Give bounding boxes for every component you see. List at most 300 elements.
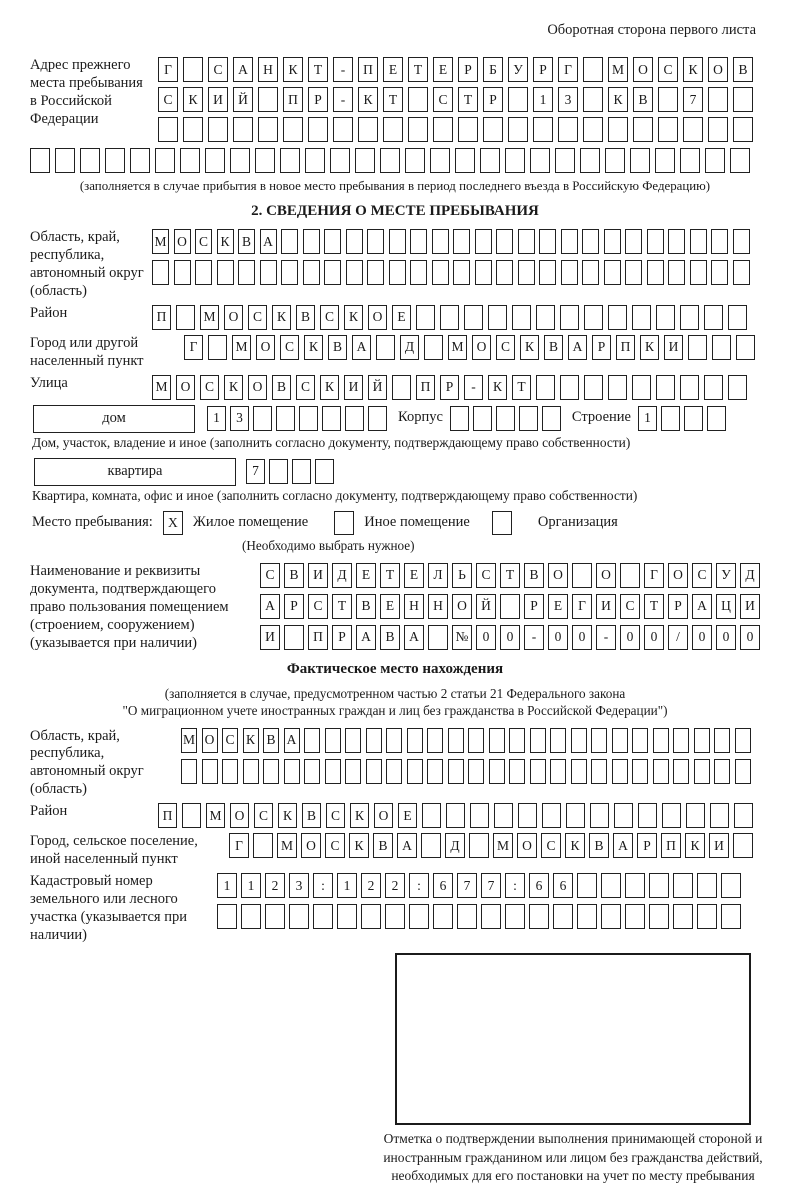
char-cell[interactable]: 0 xyxy=(620,625,640,650)
char-cell[interactable]: Г xyxy=(229,833,249,858)
char-cell[interactable]: Ь xyxy=(452,563,472,588)
char-cell[interactable]: К xyxy=(304,335,323,360)
char-cell[interactable] xyxy=(518,229,535,254)
char-cell[interactable]: Т xyxy=(308,57,328,82)
char-cell[interactable] xyxy=(468,759,484,784)
char-cell[interactable] xyxy=(625,873,645,898)
char-cell[interactable]: О xyxy=(633,57,653,82)
char-cell[interactable] xyxy=(656,305,675,330)
char-cell[interactable] xyxy=(424,335,443,360)
char-cell[interactable]: 6 xyxy=(433,873,453,898)
char-cell[interactable] xyxy=(710,803,729,828)
char-cell[interactable] xyxy=(632,375,651,400)
char-cell[interactable] xyxy=(410,260,427,285)
char-cell[interactable]: 1 xyxy=(638,406,657,431)
char-cell[interactable] xyxy=(582,229,599,254)
char-cell[interactable]: Д xyxy=(740,563,760,588)
checkbox-organization[interactable] xyxy=(492,511,512,535)
char-cell[interactable]: 2 xyxy=(361,873,381,898)
char-cell[interactable] xyxy=(238,260,255,285)
char-cell[interactable]: О xyxy=(230,803,249,828)
char-cell[interactable] xyxy=(303,229,320,254)
char-cell[interactable]: С xyxy=(433,87,453,112)
char-cell[interactable] xyxy=(496,406,515,431)
char-cell[interactable]: С xyxy=(658,57,678,82)
char-cell[interactable]: С xyxy=(320,305,339,330)
char-cell[interactable] xyxy=(601,904,621,929)
char-cell[interactable]: 0 xyxy=(692,625,712,650)
char-cell[interactable] xyxy=(496,229,513,254)
char-cell[interactable] xyxy=(255,148,275,173)
char-cell[interactable] xyxy=(304,728,320,753)
char-cell[interactable]: Е xyxy=(356,563,376,588)
char-cell[interactable] xyxy=(222,759,238,784)
char-cell[interactable]: В xyxy=(356,594,376,619)
char-cell[interactable] xyxy=(470,803,489,828)
char-cell[interactable] xyxy=(680,148,700,173)
char-cell[interactable] xyxy=(647,229,664,254)
char-cell[interactable] xyxy=(427,728,443,753)
checkbox-other-premises[interactable] xyxy=(334,511,354,535)
char-cell[interactable]: А xyxy=(568,335,587,360)
char-cell[interactable] xyxy=(668,229,685,254)
char-cell[interactable] xyxy=(530,148,550,173)
char-cell[interactable]: Г xyxy=(158,57,178,82)
char-cell[interactable]: Т xyxy=(332,594,352,619)
char-cell[interactable] xyxy=(711,260,728,285)
char-cell[interactable]: Е xyxy=(380,594,400,619)
char-cell[interactable]: К xyxy=(488,375,507,400)
char-cell[interactable] xyxy=(205,148,225,173)
char-cell[interactable] xyxy=(694,759,710,784)
char-cell[interactable] xyxy=(721,904,741,929)
char-cell[interactable]: Д xyxy=(400,335,419,360)
char-cell[interactable]: К xyxy=(243,728,259,753)
char-cell[interactable] xyxy=(158,117,178,142)
char-cell[interactable] xyxy=(705,148,725,173)
char-cell[interactable]: Е xyxy=(398,803,417,828)
char-cell[interactable]: А xyxy=(356,625,376,650)
char-cell[interactable]: 0 xyxy=(716,625,736,650)
char-cell[interactable]: К xyxy=(520,335,539,360)
char-cell[interactable] xyxy=(217,904,237,929)
char-cell[interactable] xyxy=(422,803,441,828)
char-cell[interactable]: В xyxy=(589,833,609,858)
char-cell[interactable] xyxy=(571,728,587,753)
char-cell[interactable] xyxy=(605,148,625,173)
char-cell[interactable]: Р xyxy=(533,57,553,82)
char-cell[interactable] xyxy=(496,260,513,285)
char-cell[interactable] xyxy=(707,406,726,431)
char-cell[interactable]: А xyxy=(233,57,253,82)
char-cell[interactable]: М xyxy=(206,803,225,828)
char-cell[interactable] xyxy=(345,759,361,784)
char-cell[interactable] xyxy=(542,803,561,828)
char-cell[interactable] xyxy=(533,117,553,142)
char-cell[interactable]: 7 xyxy=(457,873,477,898)
char-cell[interactable] xyxy=(734,803,753,828)
char-cell[interactable] xyxy=(182,803,201,828)
char-cell[interactable] xyxy=(430,148,450,173)
char-cell[interactable] xyxy=(383,117,403,142)
char-cell[interactable]: П xyxy=(152,305,171,330)
char-cell[interactable] xyxy=(346,260,363,285)
char-cell[interactable] xyxy=(708,87,728,112)
char-cell[interactable] xyxy=(661,406,680,431)
char-cell[interactable]: Р xyxy=(332,625,352,650)
char-cell[interactable] xyxy=(265,904,285,929)
char-cell[interactable]: М xyxy=(608,57,628,82)
char-cell[interactable] xyxy=(427,759,443,784)
char-cell[interactable] xyxy=(580,148,600,173)
char-cell[interactable]: О xyxy=(452,594,472,619)
char-cell[interactable]: - xyxy=(596,625,616,650)
char-cell[interactable]: С xyxy=(296,375,315,400)
char-cell[interactable] xyxy=(697,904,717,929)
char-cell[interactable] xyxy=(632,759,648,784)
char-cell[interactable]: О xyxy=(248,375,267,400)
char-cell[interactable] xyxy=(683,117,703,142)
char-cell[interactable]: Р xyxy=(524,594,544,619)
char-cell[interactable] xyxy=(181,759,197,784)
char-cell[interactable]: М xyxy=(152,375,171,400)
char-cell[interactable] xyxy=(584,305,603,330)
char-cell[interactable] xyxy=(410,229,427,254)
char-cell[interactable] xyxy=(480,148,500,173)
char-cell[interactable] xyxy=(673,904,693,929)
char-cell[interactable] xyxy=(530,728,546,753)
char-cell[interactable] xyxy=(416,305,435,330)
char-cell[interactable]: Д xyxy=(445,833,465,858)
char-cell[interactable] xyxy=(409,904,429,929)
char-cell[interactable]: О xyxy=(202,728,218,753)
char-cell[interactable] xyxy=(488,305,507,330)
char-cell[interactable] xyxy=(536,375,555,400)
char-cell[interactable]: И xyxy=(664,335,683,360)
char-cell[interactable]: 3 xyxy=(558,87,578,112)
char-cell[interactable]: В xyxy=(238,229,255,254)
char-cell[interactable] xyxy=(711,229,728,254)
char-cell[interactable]: М xyxy=(493,833,513,858)
char-cell[interactable] xyxy=(620,563,640,588)
char-cell[interactable]: С xyxy=(222,728,238,753)
char-cell[interactable]: Р xyxy=(483,87,503,112)
char-cell[interactable] xyxy=(455,148,475,173)
char-cell[interactable] xyxy=(208,335,227,360)
char-cell[interactable]: О xyxy=(368,305,387,330)
char-cell[interactable]: П xyxy=(358,57,378,82)
char-cell[interactable] xyxy=(408,87,428,112)
char-cell[interactable] xyxy=(453,229,470,254)
char-cell[interactable]: Г xyxy=(644,563,664,588)
char-cell[interactable]: П xyxy=(283,87,303,112)
char-cell[interactable]: Е xyxy=(433,57,453,82)
char-cell[interactable]: Г xyxy=(572,594,592,619)
char-cell[interactable] xyxy=(653,728,669,753)
char-cell[interactable]: / xyxy=(668,625,688,650)
char-cell[interactable] xyxy=(680,375,699,400)
char-cell[interactable] xyxy=(530,759,546,784)
char-cell[interactable] xyxy=(330,148,350,173)
char-cell[interactable]: О xyxy=(174,229,191,254)
char-cell[interactable]: К xyxy=(350,803,369,828)
char-cell[interactable] xyxy=(561,260,578,285)
char-cell[interactable]: И xyxy=(709,833,729,858)
char-cell[interactable] xyxy=(468,728,484,753)
char-cell[interactable]: П xyxy=(158,803,177,828)
char-cell[interactable]: С xyxy=(260,563,280,588)
char-cell[interactable]: Г xyxy=(558,57,578,82)
char-cell[interactable]: А xyxy=(352,335,371,360)
char-cell[interactable] xyxy=(448,728,464,753)
char-cell[interactable] xyxy=(505,904,525,929)
char-cell[interactable] xyxy=(366,759,382,784)
char-cell[interactable]: 6 xyxy=(553,873,573,898)
char-cell[interactable] xyxy=(673,873,693,898)
char-cell[interactable] xyxy=(542,406,561,431)
char-cell[interactable]: В xyxy=(302,803,321,828)
char-cell[interactable] xyxy=(560,305,579,330)
char-cell[interactable]: К xyxy=(283,57,303,82)
char-cell[interactable] xyxy=(281,229,298,254)
char-cell[interactable] xyxy=(539,229,556,254)
char-cell[interactable]: С xyxy=(248,305,267,330)
char-cell[interactable]: Р xyxy=(592,335,611,360)
char-cell[interactable]: С xyxy=(208,57,228,82)
char-cell[interactable] xyxy=(601,873,621,898)
char-cell[interactable] xyxy=(735,728,751,753)
char-cell[interactable]: В xyxy=(263,728,279,753)
char-cell[interactable] xyxy=(315,459,334,484)
char-cell[interactable] xyxy=(386,728,402,753)
char-cell[interactable] xyxy=(280,148,300,173)
char-cell[interactable] xyxy=(500,594,520,619)
char-cell[interactable] xyxy=(358,117,378,142)
char-cell[interactable]: С xyxy=(158,87,178,112)
char-cell[interactable] xyxy=(708,117,728,142)
char-cell[interactable]: Р xyxy=(440,375,459,400)
char-cell[interactable] xyxy=(292,459,311,484)
char-cell[interactable] xyxy=(260,260,277,285)
char-cell[interactable]: 1 xyxy=(207,406,226,431)
char-cell[interactable]: М xyxy=(152,229,169,254)
char-cell[interactable]: И xyxy=(208,87,228,112)
char-cell[interactable]: С xyxy=(280,335,299,360)
char-cell[interactable] xyxy=(494,803,513,828)
char-cell[interactable]: 1 xyxy=(241,873,261,898)
char-cell[interactable] xyxy=(313,904,333,929)
char-cell[interactable] xyxy=(324,260,341,285)
char-cell[interactable] xyxy=(653,759,669,784)
char-cell[interactable] xyxy=(284,625,304,650)
char-cell[interactable] xyxy=(684,406,703,431)
char-cell[interactable] xyxy=(276,406,295,431)
char-cell[interactable] xyxy=(721,873,741,898)
char-cell[interactable]: П xyxy=(661,833,681,858)
char-cell[interactable] xyxy=(572,563,592,588)
char-cell[interactable] xyxy=(662,803,681,828)
char-cell[interactable]: Р xyxy=(458,57,478,82)
char-cell[interactable]: Р xyxy=(637,833,657,858)
char-cell[interactable]: О xyxy=(517,833,537,858)
char-cell[interactable]: А xyxy=(284,728,300,753)
char-cell[interactable] xyxy=(367,260,384,285)
char-cell[interactable]: Й xyxy=(233,87,253,112)
char-cell[interactable] xyxy=(704,375,723,400)
char-cell[interactable] xyxy=(241,904,261,929)
char-cell[interactable] xyxy=(591,759,607,784)
char-cell[interactable] xyxy=(432,260,449,285)
char-cell[interactable] xyxy=(518,803,537,828)
char-cell[interactable] xyxy=(658,117,678,142)
char-cell[interactable] xyxy=(673,728,689,753)
char-cell[interactable]: О xyxy=(548,563,568,588)
char-cell[interactable] xyxy=(733,117,753,142)
char-cell[interactable]: Н xyxy=(428,594,448,619)
char-cell[interactable]: К xyxy=(272,305,291,330)
char-cell[interactable] xyxy=(625,904,645,929)
char-cell[interactable]: С xyxy=(326,803,345,828)
char-cell[interactable]: : xyxy=(409,873,429,898)
char-cell[interactable] xyxy=(389,260,406,285)
char-cell[interactable] xyxy=(630,148,650,173)
char-cell[interactable]: К xyxy=(224,375,243,400)
char-cell[interactable] xyxy=(361,904,381,929)
char-cell[interactable] xyxy=(714,759,730,784)
char-cell[interactable] xyxy=(481,904,501,929)
char-cell[interactable] xyxy=(558,117,578,142)
char-cell[interactable] xyxy=(686,803,705,828)
char-cell[interactable] xyxy=(337,904,357,929)
char-cell[interactable]: О xyxy=(224,305,243,330)
char-cell[interactable] xyxy=(281,260,298,285)
char-cell[interactable]: 7 xyxy=(481,873,501,898)
char-cell[interactable] xyxy=(509,759,525,784)
char-cell[interactable] xyxy=(571,759,587,784)
char-cell[interactable] xyxy=(539,260,556,285)
char-cell[interactable]: - xyxy=(524,625,544,650)
char-cell[interactable] xyxy=(243,759,259,784)
char-cell[interactable] xyxy=(560,375,579,400)
char-cell[interactable]: К xyxy=(217,229,234,254)
char-cell[interactable] xyxy=(130,148,150,173)
char-cell[interactable] xyxy=(325,728,341,753)
char-cell[interactable]: Т xyxy=(512,375,531,400)
char-cell[interactable] xyxy=(518,260,535,285)
char-cell[interactable]: О xyxy=(472,335,491,360)
char-cell[interactable]: К xyxy=(183,87,203,112)
char-cell[interactable]: К xyxy=(565,833,585,858)
char-cell[interactable]: В xyxy=(272,375,291,400)
char-cell[interactable]: Е xyxy=(392,305,411,330)
char-cell[interactable] xyxy=(649,904,669,929)
char-cell[interactable] xyxy=(614,803,633,828)
char-cell[interactable] xyxy=(647,260,664,285)
char-cell[interactable]: В xyxy=(380,625,400,650)
char-cell[interactable] xyxy=(208,117,228,142)
char-cell[interactable] xyxy=(376,335,395,360)
char-cell[interactable] xyxy=(638,803,657,828)
char-cell[interactable]: : xyxy=(313,873,333,898)
char-cell[interactable] xyxy=(508,87,528,112)
char-cell[interactable]: А xyxy=(613,833,633,858)
char-cell[interactable]: Е xyxy=(383,57,403,82)
char-cell[interactable]: А xyxy=(260,594,280,619)
char-cell[interactable] xyxy=(457,904,477,929)
char-cell[interactable]: 0 xyxy=(548,625,568,650)
char-cell[interactable] xyxy=(324,229,341,254)
char-cell[interactable]: С xyxy=(325,833,345,858)
char-cell[interactable]: В xyxy=(296,305,315,330)
char-cell[interactable]: 0 xyxy=(476,625,496,650)
char-cell[interactable] xyxy=(694,728,710,753)
char-cell[interactable]: Л xyxy=(428,563,448,588)
char-cell[interactable] xyxy=(346,229,363,254)
char-cell[interactable]: М xyxy=(448,335,467,360)
char-cell[interactable]: И xyxy=(740,594,760,619)
char-cell[interactable] xyxy=(155,148,175,173)
char-cell[interactable] xyxy=(612,759,628,784)
char-cell[interactable] xyxy=(305,148,325,173)
char-cell[interactable] xyxy=(550,728,566,753)
char-cell[interactable] xyxy=(105,148,125,173)
char-cell[interactable]: 1 xyxy=(217,873,237,898)
char-cell[interactable]: М xyxy=(200,305,219,330)
char-cell[interactable]: В xyxy=(733,57,753,82)
char-cell[interactable]: Й xyxy=(368,375,387,400)
char-cell[interactable]: В xyxy=(524,563,544,588)
char-cell[interactable]: У xyxy=(716,563,736,588)
char-cell[interactable] xyxy=(697,873,717,898)
char-cell[interactable] xyxy=(612,728,628,753)
char-cell[interactable] xyxy=(345,728,361,753)
char-cell[interactable] xyxy=(529,904,549,929)
char-cell[interactable]: Р xyxy=(284,594,304,619)
char-cell[interactable] xyxy=(632,305,651,330)
char-cell[interactable] xyxy=(668,260,685,285)
char-cell[interactable]: С xyxy=(476,563,496,588)
char-cell[interactable] xyxy=(625,229,642,254)
char-cell[interactable]: П xyxy=(308,625,328,650)
char-cell[interactable] xyxy=(183,57,203,82)
char-cell[interactable] xyxy=(233,117,253,142)
char-cell[interactable] xyxy=(656,375,675,400)
char-cell[interactable] xyxy=(632,728,648,753)
char-cell[interactable] xyxy=(253,406,272,431)
char-cell[interactable]: К xyxy=(685,833,705,858)
char-cell[interactable] xyxy=(355,148,375,173)
char-cell[interactable]: А xyxy=(397,833,417,858)
char-cell[interactable] xyxy=(473,406,492,431)
char-cell[interactable]: : xyxy=(505,873,525,898)
char-cell[interactable] xyxy=(509,728,525,753)
char-cell[interactable]: К xyxy=(320,375,339,400)
char-cell[interactable]: К xyxy=(640,335,659,360)
char-cell[interactable]: А xyxy=(404,625,424,650)
char-cell[interactable] xyxy=(30,148,50,173)
char-cell[interactable] xyxy=(253,833,273,858)
char-cell[interactable]: О xyxy=(256,335,275,360)
char-cell[interactable] xyxy=(345,406,364,431)
char-cell[interactable] xyxy=(407,759,423,784)
char-cell[interactable] xyxy=(673,759,689,784)
char-cell[interactable]: 0 xyxy=(644,625,664,650)
char-cell[interactable]: С xyxy=(195,229,212,254)
char-cell[interactable] xyxy=(604,260,621,285)
char-cell[interactable] xyxy=(458,117,478,142)
char-cell[interactable]: Т xyxy=(500,563,520,588)
char-cell[interactable] xyxy=(577,904,597,929)
